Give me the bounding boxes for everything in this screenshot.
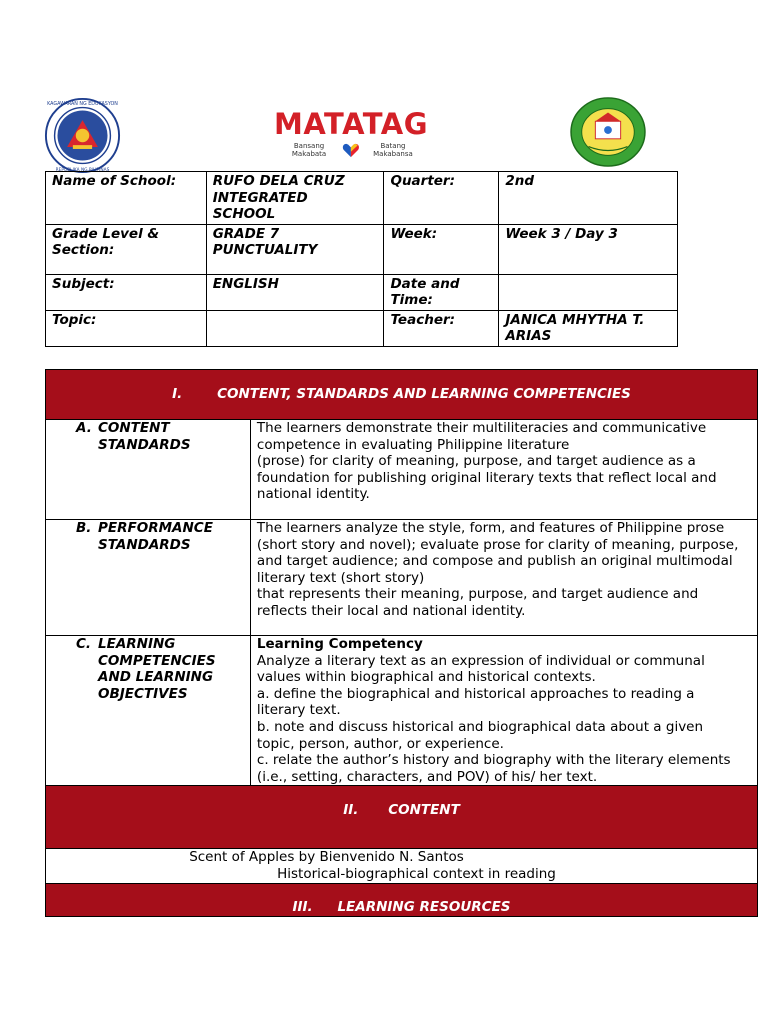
quarter-label: Quarter: <box>384 172 499 225</box>
matatag-wordmark: MATATAG <box>274 107 429 141</box>
svg-text:KAGAWARAN NG EDUKASYON: KAGAWARAN NG EDUKASYON <box>47 102 118 108</box>
section-header-content-standards <box>46 370 758 420</box>
performance-standards-label: B. PERFORMANCE STANDARDS <box>46 520 251 636</box>
school-seal-logo <box>569 96 647 168</box>
learning-competencies-row <box>46 636 758 786</box>
grade-level-value: GRADE 7 PUNCTUALITY <box>206 224 384 274</box>
content-standards-row <box>46 420 758 520</box>
subject-label: Subject: <box>46 274 207 310</box>
lesson-plan-table <box>45 369 758 917</box>
week-value: Week 3 / Day 3 <box>499 224 678 274</box>
section-roman-numeral: I. <box>172 386 183 403</box>
quarter-value: 2nd <box>499 172 678 225</box>
date-time-label: Date and Time: <box>384 274 499 310</box>
section-title: LEARNING RESOURCES <box>337 898 511 915</box>
section-header-learning-resources <box>46 883 758 916</box>
section-title: CONTENT, STANDARDS AND LEARNING COMPETENCIES <box>217 386 631 403</box>
content-text: Scent of Apples by Bienvenido N. Santos Historical-biographical context in reading <box>46 849 758 883</box>
learning-competencies-text: Learning Competency Analyze a literary text as an expression of individual or communal values within biographical and historical contexts. a. define the biographical and historical approaches to reading a literary text. b. note and discuss historical and biographical data about a given topic, person, author, or experience. c. relate the author’s history and biography with the literary elements (i.e., setting, characters, and POV) of his/ her text. <box>250 636 757 786</box>
topic-value <box>206 310 384 346</box>
section-header-content <box>46 786 758 849</box>
date-time-value <box>499 274 678 310</box>
content-row <box>46 849 758 883</box>
week-label: Week: <box>384 224 499 274</box>
grade-level-label: Grade Level & Section: <box>46 224 207 274</box>
matatag-logo <box>274 108 428 164</box>
matatag-tagline-left: Bansang Makabata <box>291 142 327 158</box>
section-title: CONTENT <box>388 802 460 819</box>
performance-standards-row <box>46 520 758 636</box>
section-roman-numeral: III. <box>292 898 313 915</box>
subject-value: ENGLISH <box>206 274 384 310</box>
heart-hands-icon <box>342 142 360 158</box>
matatag-tagline-right: Batang Makabansa <box>373 142 413 158</box>
learning-competencies-label: C. LEARNING COMPETENCIES AND LEARNING OBJECTIVES <box>46 636 251 786</box>
name-of-school-label: Name of School: <box>46 172 207 225</box>
deped-seal-logo <box>44 97 121 174</box>
teacher-label: Teacher: <box>384 310 499 346</box>
svg-text:REPUBLIKA NG PILIPINAS: REPUBLIKA NG PILIPINAS <box>55 168 110 174</box>
learning-competency-heading: Learning Competency <box>256 636 423 652</box>
content-standards-text: The learners demonstrate their multiliteracies and communicative competence in evaluating Philippine literature (prose) for clarity of meaning, purpose, and target audience as a foundation for publishing original literary texts that reflect local and national identity. <box>250 420 757 520</box>
name-of-school-value: RUFO DELA CRUZ INTEGRATED SCHOOL <box>206 172 384 225</box>
section-roman-numeral: II. <box>343 802 359 819</box>
teacher-value: JANICA MHYTHA T. ARIAS <box>499 310 678 346</box>
performance-standards-text: The learners analyze the style, form, and features of Philippine prose (short story and novel); evaluate prose for clarity of meaning, purpose, and target audience; and compose and publish an original multimodal literary text (short story) that represents their meaning, purpose, and target audience and reflects their local and national identity. <box>250 520 757 636</box>
topic-label: Topic: <box>46 310 207 346</box>
lesson-info-table <box>45 171 678 347</box>
content-standards-label: A. CONTENT STANDARDS <box>46 420 251 520</box>
